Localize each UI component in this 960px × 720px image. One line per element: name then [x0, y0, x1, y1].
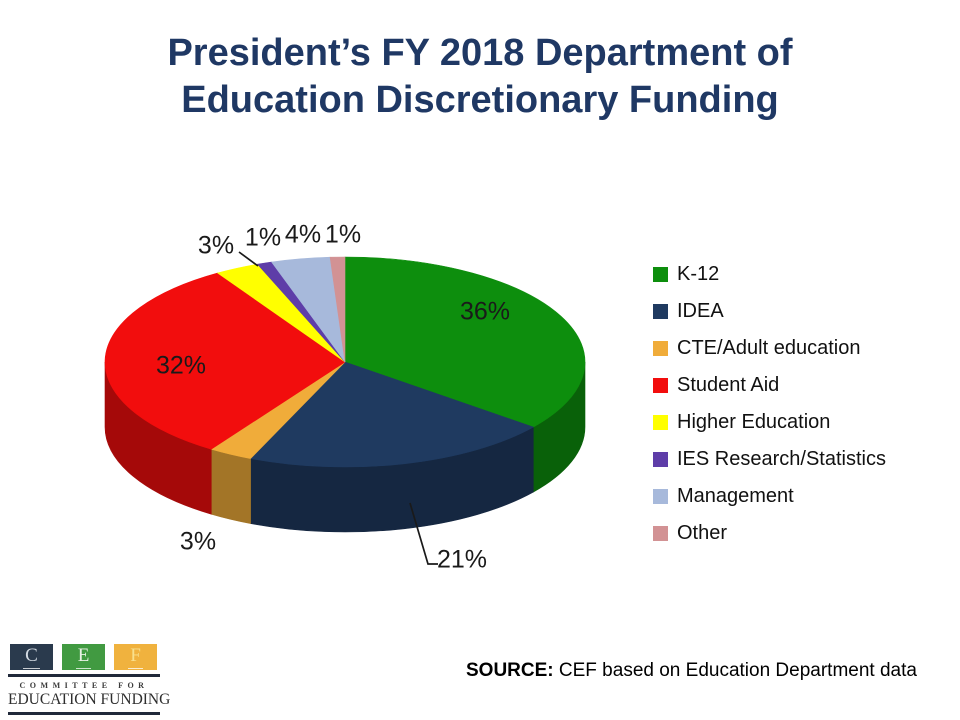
logo-square-e	[62, 644, 105, 670]
legend-item-management	[653, 486, 886, 507]
cef-logo	[8, 644, 171, 715]
pie-percent-label-higher-education: 3%	[197, 231, 235, 260]
legend-swatch-icon	[653, 304, 668, 319]
logo-letter-squares	[8, 644, 160, 670]
legend-label: Higher Education	[677, 411, 831, 433]
legend-item-cte-adult-education	[653, 338, 886, 359]
pie-percent-label-student-aid: 32%	[155, 351, 207, 380]
legend-label: K-12	[677, 263, 720, 285]
chart-legend	[653, 264, 886, 544]
legend-item-student-aid	[653, 375, 886, 396]
pie-percent-label-other: 1%	[324, 220, 362, 249]
legend-swatch-icon	[653, 452, 668, 467]
logo-square-f	[114, 644, 157, 670]
source-label: SOURCE:	[466, 660, 554, 681]
legend-item-other	[653, 523, 886, 544]
legend-label: Other	[677, 522, 728, 544]
legend-item-k-12	[653, 264, 886, 285]
logo-committee-for: COMMITTEE FOR	[19, 681, 149, 690]
legend-swatch-icon	[653, 415, 668, 430]
source-text: CEF based on Education Department data	[553, 660, 917, 681]
logo-education-funding: EDUCATION FUNDING	[8, 691, 171, 708]
logo-letter-e: E	[76, 645, 92, 669]
label-leader-line	[239, 252, 258, 266]
legend-item-higher-education	[653, 412, 886, 433]
legend-label: CTE/Adult education	[677, 337, 861, 359]
legend-swatch-icon	[653, 526, 668, 541]
logo-letter-f: F	[128, 645, 143, 669]
logo-divider-top	[8, 674, 160, 677]
legend-swatch-icon	[653, 267, 668, 282]
pie-percent-label-idea: 21%	[436, 545, 488, 574]
pie-percent-label-cte-adult-education: 3%	[179, 527, 217, 556]
logo-square-c	[10, 644, 53, 670]
legend-swatch-icon	[653, 378, 668, 393]
pie-percent-label-k-12: 36%	[459, 297, 511, 326]
legend-swatch-icon	[653, 341, 668, 356]
legend-label: Student Aid	[677, 374, 780, 396]
chart-title: President’s FY 2018 Department of Education Discretionary Funding	[167, 32, 793, 121]
legend-item-ies-research-statistics	[653, 449, 886, 470]
source-note	[466, 660, 917, 682]
legend-swatch-icon	[653, 489, 668, 504]
legend-label: IDEA	[677, 300, 724, 322]
legend-label: Management	[677, 485, 794, 507]
pie-percent-label-management: 4%	[284, 220, 322, 249]
logo-divider-bottom	[8, 712, 160, 715]
pie-percent-label-ies-research-statistics: 1%	[244, 223, 282, 252]
logo-letter-c: C	[23, 645, 40, 669]
pie-slice-side-cte-adult-education	[211, 449, 250, 523]
legend-label: IES Research/Statistics	[677, 448, 886, 470]
legend-item-idea	[653, 301, 886, 322]
